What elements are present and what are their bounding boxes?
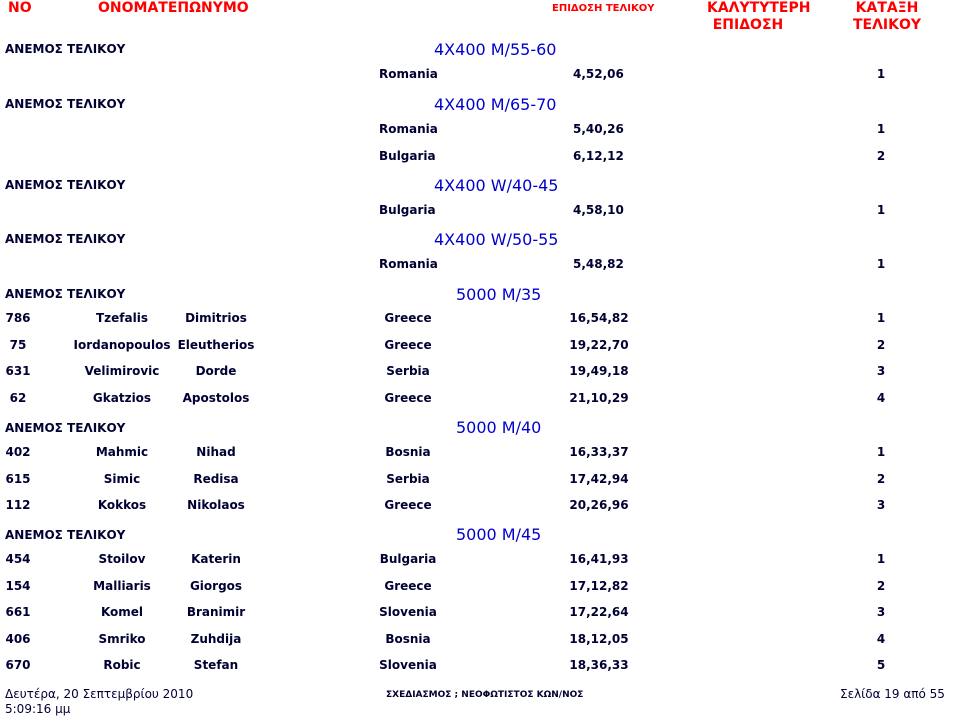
country-cell: Greece (384, 498, 432, 512)
performance-cell: 5,48,82 (573, 257, 624, 271)
country-cell: Bosnia (385, 445, 431, 459)
rank-cell: 3 (876, 498, 886, 512)
first-name-cell: Branimir (186, 605, 246, 619)
first-name-cell: Dimitrios (185, 311, 247, 325)
event-title: 4X400 M/65-70 (434, 95, 557, 114)
country-cell: Greece (384, 579, 432, 593)
country-cell: Greece (384, 338, 432, 352)
bib-number-cell: 454 (5, 552, 31, 566)
wind-label: ΑΝΕΜΟΣ ΤΕΛΙΚΟΥ (5, 528, 126, 542)
first-name-cell: Eleutherios (177, 338, 255, 352)
last-name-cell: Tzefalis (96, 311, 148, 325)
bib-number-cell: 631 (5, 364, 31, 378)
country-cell: Greece (384, 391, 432, 405)
bib-number-cell: 786 (5, 311, 31, 325)
table-row (0, 498, 960, 518)
rank-cell: 1 (876, 203, 886, 217)
table-row (0, 122, 960, 142)
country-cell: Serbia (386, 364, 430, 378)
performance-cell: 4,52,06 (573, 67, 624, 81)
rank-cell: 3 (876, 364, 886, 378)
table-row (0, 632, 960, 652)
last-name-cell: Robic (103, 658, 141, 672)
country-cell: Slovenia (379, 605, 437, 619)
last-name-cell: Komel (100, 605, 144, 619)
bib-number-cell: 615 (5, 472, 31, 486)
performance-cell: 4,58,10 (573, 203, 624, 217)
event-title: 5000 M/35 (456, 285, 542, 304)
first-name-cell: Redisa (193, 472, 239, 486)
rank-line-2: ΤΕΛΙΚΟΥ (852, 17, 922, 33)
event-title: 4X400 W/40-45 (434, 176, 559, 195)
performance-cell: 16,54,82 (569, 311, 629, 325)
last-name-cell: Gkatzios (92, 391, 152, 405)
table-row (0, 67, 960, 87)
table-row (0, 658, 960, 678)
table-row (0, 203, 960, 223)
event-title: 5000 M/45 (456, 525, 542, 544)
table-row (0, 579, 960, 599)
bib-number-cell: 112 (5, 498, 31, 512)
first-name-cell: Zuhdija (190, 632, 242, 646)
country-cell: Serbia (386, 472, 430, 486)
country-cell: Romania (379, 257, 438, 271)
wind-label: ΑΝΕΜΟΣ ΤΕΛΙΚΟΥ (5, 178, 126, 192)
wind-label: ΑΝΕΜΟΣ ΤΕΛΙΚΟΥ (5, 287, 126, 301)
bib-number-cell: 154 (5, 579, 31, 593)
bib-number-cell: 62 (9, 391, 27, 405)
last-name-cell: Stoilov (98, 552, 146, 566)
footer-date: Δευτέρα, 20 Σεπτεμβρίου 2010 (5, 687, 194, 701)
country-cell: Bulgaria (379, 149, 436, 163)
last-name-cell: Velimirovic (84, 364, 160, 378)
performance-cell: 17,42,94 (569, 472, 629, 486)
last-name-cell: Kokkos (97, 498, 147, 512)
rank-cell: 2 (876, 149, 886, 163)
performance-cell: 20,26,96 (569, 498, 629, 512)
event-title: 4X400 W/50-55 (434, 230, 559, 249)
performance-cell: 17,22,64 (569, 605, 629, 619)
bib-number-cell: 402 (5, 445, 31, 459)
wind-label: ΑΝΕΜΟΣ ΤΕΛΙΚΟΥ (5, 42, 126, 56)
rank-cell: 2 (876, 338, 886, 352)
last-name-cell: Smriko (98, 632, 146, 646)
rank-cell: 2 (876, 579, 886, 593)
footer-datetime (5, 687, 193, 717)
performance-cell: 6,12,12 (573, 149, 624, 163)
first-name-cell: Giorgos (189, 579, 243, 593)
best-line-2: ΕΠΙΔΟΣΗ (712, 17, 784, 33)
table-row (0, 311, 960, 331)
country-cell: Romania (379, 67, 438, 81)
rank-cell: 4 (876, 632, 886, 646)
best-line-1: ΚΑΛΥΤΥΤΕΡΗ (707, 0, 811, 16)
country-cell: Bulgaria (379, 552, 437, 566)
column-header-best-performance (707, 0, 811, 34)
first-name-cell: Stefan (193, 658, 239, 672)
rank-cell: 3 (876, 605, 886, 619)
country-cell: Romania (379, 122, 438, 136)
performance-cell: 16,33,37 (569, 445, 629, 459)
bib-number-cell: 661 (5, 605, 31, 619)
column-header-performance: ΕΠΙΔΟΣΗ ΤΕΛΙΚΟΥ (552, 3, 655, 14)
rank-line-1: ΚΑΤΑΞΗ (855, 0, 919, 16)
table-row (0, 149, 960, 169)
country-cell: Greece (384, 311, 432, 325)
performance-cell: 18,36,33 (569, 658, 629, 672)
country-cell: Bulgaria (379, 203, 436, 217)
last-name-cell: Simic (103, 472, 141, 486)
first-name-cell: Katerin (191, 552, 241, 566)
last-name-cell: Malliaris (93, 579, 151, 593)
performance-cell: 16,41,93 (569, 552, 629, 566)
bib-number-cell: 75 (9, 338, 27, 352)
performance-cell: 17,12,82 (569, 579, 629, 593)
last-name-cell: Mahmic (95, 445, 149, 459)
rank-cell: 1 (876, 122, 886, 136)
first-name-cell: Dorde (195, 364, 237, 378)
table-row (0, 364, 960, 384)
bib-number-cell: 406 (5, 632, 31, 646)
wind-label: ΑΝΕΜΟΣ ΤΕΛΙΚΟΥ (5, 232, 126, 246)
footer-time: 5:09:16 μμ (5, 702, 71, 716)
performance-cell: 21,10,29 (569, 391, 629, 405)
footer-design-credit: ΣΧΕΔΙΑΣΜΟΣ ; ΝΕΟΦΩΤΙΣΤΟΣ ΚΩΝ/ΝΟΣ (386, 690, 584, 700)
table-row (0, 257, 960, 277)
performance-cell: 5,40,26 (573, 122, 624, 136)
rank-cell: 2 (876, 472, 886, 486)
table-row (0, 445, 960, 465)
first-name-cell: Nikolaos (187, 498, 245, 512)
rank-cell: 5 (876, 658, 886, 672)
wind-label: ΑΝΕΜΟΣ ΤΕΛΙΚΟΥ (5, 97, 126, 111)
rank-cell: 1 (876, 311, 886, 325)
bib-number-cell: 670 (5, 658, 31, 672)
column-header-no: NO (8, 0, 32, 16)
column-header-rank (842, 0, 932, 34)
country-cell: Slovenia (379, 658, 437, 672)
performance-cell: 19,22,70 (569, 338, 629, 352)
table-row (0, 605, 960, 625)
first-name-cell: Apostolos (182, 391, 250, 405)
first-name-cell: Nihad (196, 445, 236, 459)
rank-cell: 1 (876, 67, 886, 81)
column-header-name: ΟΝΟΜΑΤΕΠΩΝΥΜΟ (98, 0, 249, 16)
performance-cell: 19,49,18 (569, 364, 629, 378)
rank-cell: 1 (876, 257, 886, 271)
country-cell: Bosnia (385, 632, 431, 646)
wind-label: ΑΝΕΜΟΣ ΤΕΛΙΚΟΥ (5, 421, 126, 435)
rank-cell: 1 (876, 552, 886, 566)
event-title: 4X400 M/55-60 (434, 40, 557, 59)
footer-page-number: Σελίδα 19 από 55 (840, 687, 945, 701)
event-title: 5000 M/40 (456, 418, 542, 437)
rank-cell: 4 (876, 391, 886, 405)
table-row (0, 552, 960, 572)
table-row (0, 338, 960, 358)
last-name-cell: Iordanopoulos (73, 338, 171, 352)
table-row (0, 472, 960, 492)
rank-cell: 1 (876, 445, 886, 459)
table-row (0, 391, 960, 411)
performance-cell: 18,12,05 (569, 632, 629, 646)
